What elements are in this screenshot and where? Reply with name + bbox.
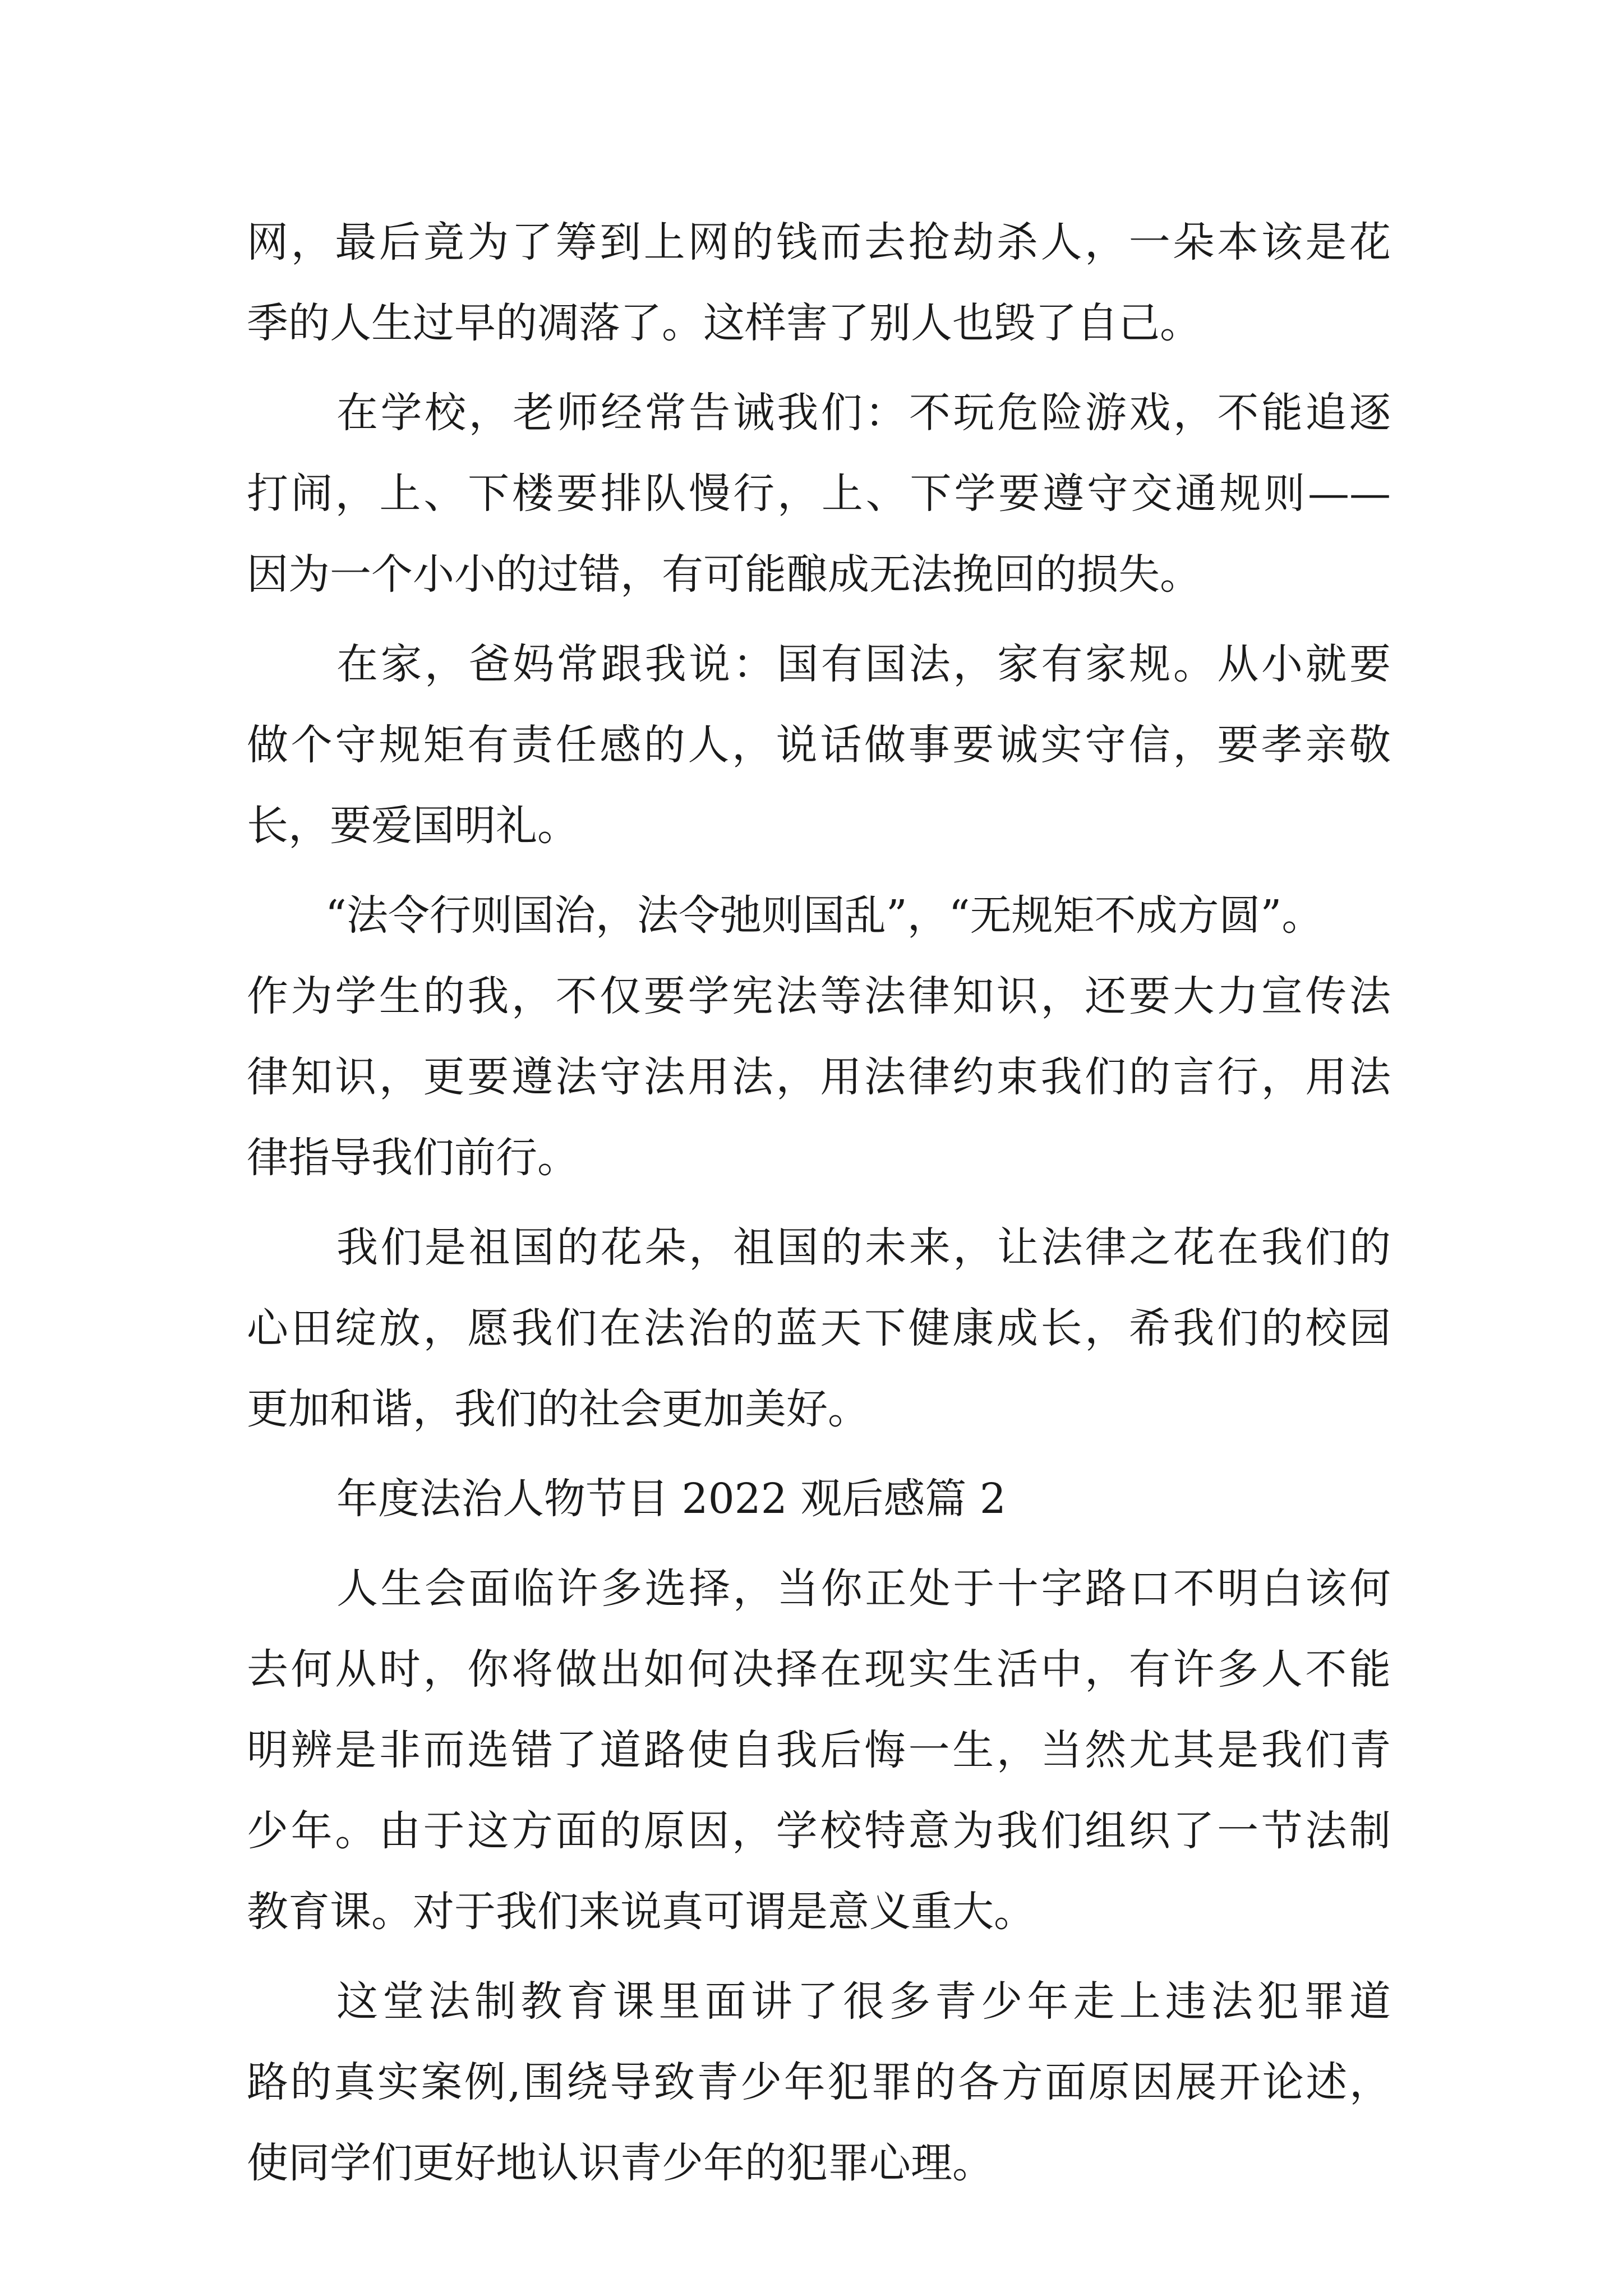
- text-line: 明辨是非而选错了道路使自我后悔一生，当然尤其是我们青: [247, 1726, 1391, 1774]
- text-line: 打闹，上、下楼要排队慢行，上、下学要遵守交通规则——: [247, 470, 1391, 518]
- paragraph-start-line: 我们是祖国的花朵，祖国的未来，让法律之花在我们的: [336, 1223, 1391, 1272]
- text-line: 律知识，更要遵法守法用法，用法律约束我们的言行，用法: [247, 1053, 1391, 1101]
- document-body: [247, 202, 1391, 2203]
- text-line: 路的真实案例,围绕导致青少年犯罪的各方面原因展开论述，: [247, 2058, 1391, 2106]
- text-line: 去何从时，你将做出如何决择在现实生活中，有许多人不能: [247, 1645, 1391, 1694]
- text-line: 因为一个小小的过错，有可能酿成无法挽回的损失。: [247, 550, 1201, 599]
- text-line: 季的人生过早的凋落了。这样害了别人也毁了自己。: [247, 299, 1201, 347]
- section-heading: 年度法治人物节目 2022 观后感篇 2: [336, 1475, 1006, 1523]
- text-line: 做个守规矩有责任感的人，说话做事要诚实守信，要孝亲敬: [247, 721, 1391, 769]
- text-line: 网，最后竟为了筹到上网的钱而去抢劫杀人，一朵本该是花: [247, 218, 1391, 266]
- paragraph-start-line: 这堂法制教育课里面讲了很多青少年走上违法犯罪道: [336, 1977, 1391, 2026]
- text-line: 更加和谐，我们的社会更加美好。: [247, 1385, 869, 1433]
- paragraph-start-line: “法令行则国治，法令弛则国乱”，“无规矩不成方圆”。: [325, 891, 1324, 940]
- text-line: 使同学们更好地认识青少年的犯罪心理。: [247, 2139, 994, 2187]
- text-line: 作为学生的我，不仅要学宪法等法律知识，还要大力宣传法: [247, 972, 1391, 1020]
- text-line: 教育课。对于我们来说真可谓是意义重大。: [247, 1888, 1035, 1936]
- paragraph-start-line: 在学校，老师经常告诫我们：不玩危险游戏，不能追逐: [336, 389, 1391, 437]
- text-line: 律指导我们前行。: [247, 1134, 579, 1182]
- text-line: 少年。由于这方面的原因，学校特意为我们组织了一节法制: [247, 1807, 1391, 1855]
- text-line: 心田绽放，愿我们在法治的蓝天下健康成长，希我们的校园: [247, 1304, 1391, 1352]
- text-line: 长，要爱国明礼。: [247, 802, 579, 850]
- paragraph-start-line: 人生会面临许多选择，当你正处于十字路口不明白该何: [336, 1565, 1391, 1613]
- paragraph-start-line: 在家，爸妈常跟我说：国有国法，家有家规。从小就要: [336, 640, 1391, 688]
